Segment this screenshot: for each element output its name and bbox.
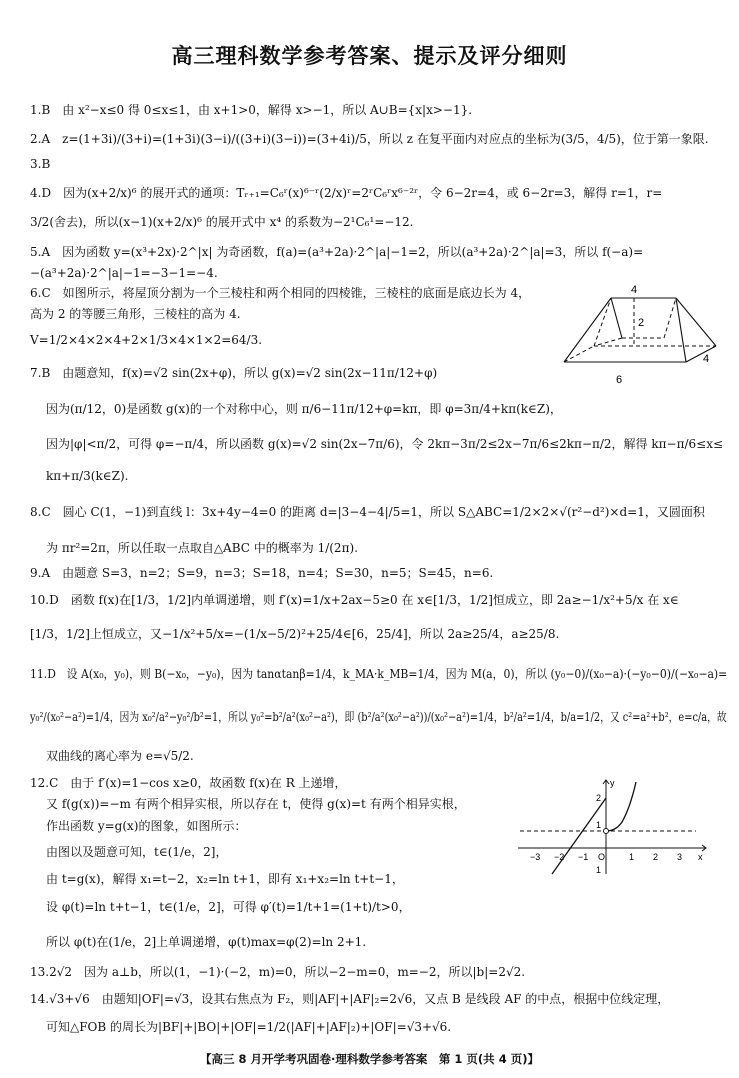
- graph-x-tick: −1: [578, 852, 589, 862]
- graph-origin-label: O: [598, 852, 606, 862]
- answer-4-line-1: 4.D 因为(x+2/x)⁶ 的展开式的通项：Tᵣ₊₁=C₆ʳ(x)⁶⁻ʳ(2/x)ʳ=2ʳC₆ʳx⁶⁻²ʳ，令 6−2r=4，或 6−2r=3，解得 r=1，r=: [30, 186, 663, 200]
- graph-x-tick: 2: [653, 852, 659, 862]
- answer-7-line-2: 因为(π/12，0)是函数 g(x)的一个对称中心，则 π/6−11π/12+φ=kπ，即 φ=3π/4+kπ(k∈Z)，: [46, 402, 562, 416]
- answer-8-line-1: 8.C 圆心 C(1，−1)到直线 l：3x+4y−4=0 的距离 d=|3−4−4|/5=1，所以 S△ABC=1/2×2×√(r²−d²)×d=1，又圆面积: [30, 505, 705, 519]
- graph-y-tick: 1: [596, 865, 602, 875]
- answer-12-line-5: 由 t=g(x)，解得 x₁=t−2，x₂=ln t+1，即有 x₁+x₂=ln t+t−1，: [46, 872, 404, 886]
- answer-14-line-2: 可知△FOB 的周长为|BF|+|BO|+|OF|=1/2(|AF|+|AF|₂)+|OF|=√3+√6.: [46, 1020, 452, 1034]
- answer-12-line-6: 设 φ(t)=ln t+t−1，t∈(1/e，2]，可得 φ′(t)=1/t+1=(1+t)/t>0，: [46, 900, 411, 914]
- answer-8-line-2: 为 πr²=2π，所以任取一点取自△ABC 中的概率为 1/(2π).: [46, 541, 358, 555]
- answer-12-line-4: 由图以及题意可知，t∈(1/e，2]，: [46, 845, 228, 859]
- prism-top-label: 4: [631, 284, 638, 296]
- answer-10-line-2: [1/3，1/2]上恒成立，又−1/x²+5/x=−(1/x−5/2)²+25/4∈[6，25/4]，所以 2a≥25/4，a≥25/8.: [30, 627, 560, 641]
- prism-height-label: 2: [638, 317, 645, 329]
- answer-11-line-2: y₀²/(x₀²−a²)=1/4，因为 x₀²/a²−y₀²/b²=1，所以 y₀²=b²/a²(x₀²−a²)，即 (b²/a²(x₀²−a²))/(x₀²−a²)=1/4，b²/a²=1/4，b/a=1/2，又 c²=a²+b²，e=c/a，故: [30, 710, 727, 724]
- answer-11-line-3: 双曲线的离心率为 e=√5/2.: [46, 749, 194, 763]
- answer-1-line-1: 1.B 由 x²−x≤0 得 0≤x≤1，由 x+1>0，解得 x>−1，所以 A∪B={x|x>−1}.: [30, 103, 473, 117]
- graph-y-tick: 2: [596, 793, 602, 803]
- graph-x-tick: 1: [629, 852, 635, 862]
- prism-bottom-label: 6: [616, 374, 623, 386]
- page-footer: 【高三 8 月开学考巩固卷·理科数学参考答案 第 1 页(共 4 页)】: [200, 1052, 539, 1066]
- answer-6-line-1: 6.C 如图所示，将屋顶分割为一个三棱柱和两个相同的四棱锥，三棱柱的底面是底边长为 4，: [30, 286, 531, 300]
- answer-5-line-1: 5.A 因为函数 y=(x³+2x)·2^|x| 为奇函数，f(a)=(a³+2a)·2^|a|−1=2，所以(a³+2a)·2^|a|=3，所以 f(−a)=: [30, 245, 644, 259]
- graph-x-axis-label: x: [698, 852, 703, 862]
- answer-12-line-3: 作出函数 y=g(x)的图象，如图所示：: [46, 819, 247, 833]
- answer-3-line-1: 3.B: [30, 157, 51, 171]
- answer-7-line-1: 7.B 由题意知，f(x)=√2 sin(2x+φ)，所以 g(x)=√2 sin(2x−11π/12+φ): [30, 366, 438, 380]
- answer-5-line-2: −(a³+2a)·2^|a|−1=−3−1=−4.: [30, 266, 218, 280]
- answer-10-line-1: 10.D 函数 f(x)在[1/3，1/2]内单调递增，则 f′(x)=1/x+2ax−5≥0 在 x∈[1/3，1/2]恒成立，即 2a≥−1/x²+5/x 在 x∈: [30, 593, 679, 607]
- answer-12-line-2: 又 f(g(x))=−m 有两个相异实根，所以存在 t，使得 g(x)=t 有两个相异实根，: [46, 797, 466, 811]
- answer-4-line-2: 3/2(舍去)，所以(x−1)(x+2/x)⁶ 的展开式中 x⁴ 的系数为−2¹C₆¹=−12.: [30, 215, 414, 229]
- answer-11-line-1: 11.D 设 A(x₀，y₀)，则 B(−x₀，−y₀)，因为 tanαtanβ=1/4，k_MA·k_MB=1/4，因为 M(a，0)，所以 (y₀−0)/(x₀−a)·(−y₀−0)/(−x₀−a)=: [30, 667, 728, 681]
- graph-y-tick: 1: [596, 820, 602, 830]
- prism-side-label: 4: [703, 353, 710, 365]
- graph-x-tick: −3: [530, 852, 541, 862]
- answer-6-line-2: 高为 2 的等腰三角形，三棱柱的高为 4.: [30, 307, 241, 321]
- function-graph-figure: [516, 776, 712, 876]
- answer-7-line-4: kπ+π/3(k∈Z).: [46, 469, 129, 483]
- answer-14-line-1: 14.√3+√6 由题知|OF|=√3，设其右焦点为 F₂，则|AF|+|AF|₂=2√6，又点 B 是线段 AF 的中点，根据中位线定理，: [30, 992, 670, 1006]
- answer-9-line-1: 9.A 由题意 S=3，n=2；S=9，n=3；S=18，n=4；S=30，n=5；S=45，n=6.: [30, 566, 494, 580]
- answer-13-line-1: 13.2√2 因为 a⊥b，所以(1，−1)·(−2，m)=0，所以−2−m=0，m=−2，所以|b|=2√2.: [30, 965, 526, 979]
- answer-12-line-7: 所以 φ(t)在(1/e，2]上单调递增，φ(t)max=φ(2)=ln 2+1.: [46, 935, 367, 949]
- page-title: 高三理科数学参考答案、提示及评分细则: [171, 44, 568, 68]
- answer-7-line-3: 因为|φ|<π/2，可得 φ=−π/4，所以函数 g(x)=√2 sin(2x−7π/6)，令 2kπ−3π/2≤2x−7π/6≤2kπ−π/2，解得 kπ−π/6≤x≤: [46, 437, 724, 451]
- answer-12-line-1: 12.C 由于 f′(x)=1−cos x≥0，故函数 f(x)在 R 上递增，: [30, 776, 347, 790]
- graph-x-tick: −2: [554, 852, 565, 862]
- answer-6-line-3: V=1/2×4×2×4+2×1/3×4×1×2=64/3.: [30, 333, 263, 347]
- roof-prism-figure: [556, 282, 726, 390]
- graph-x-tick: 3: [677, 852, 683, 862]
- answer-2-line-1: 2.A z=(1+3i)/(3+i)=(1+3i)(3−i)/((3+i)(3−i))=(3+4i)/5，所以 z 在复平面内对应点的坐标为(3/5，4/5)，位于第一象限.: [30, 132, 709, 146]
- graph-y-axis-label: y: [610, 778, 615, 788]
